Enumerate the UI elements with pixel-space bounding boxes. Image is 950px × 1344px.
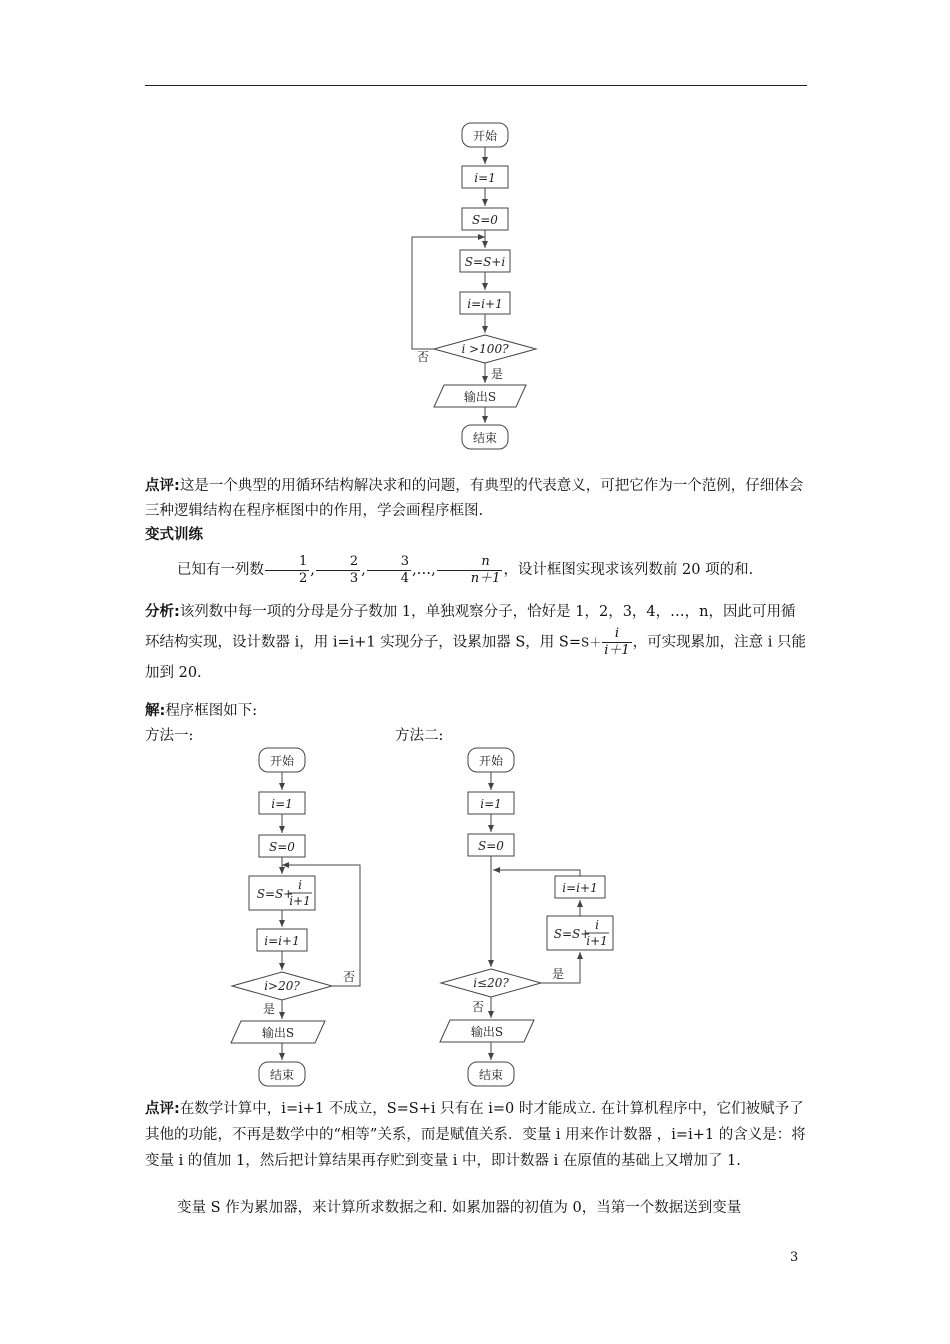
- fc-condition-text: i >100?: [461, 342, 509, 356]
- solution-paragraph: [145, 699, 807, 724]
- m2-no-label: 否: [472, 1000, 485, 1014]
- header-rule: [145, 85, 807, 86]
- m2-end-text: 结束: [478, 1068, 504, 1082]
- problem-prefix: 已知有一列数: [177, 562, 264, 578]
- problem-suffix: ，设计框图实现求该列数前 20 项的和.: [503, 562, 754, 578]
- comment1-paragraph: [145, 474, 807, 524]
- m2-acc-prefix: S=S+: [553, 927, 591, 941]
- m2-acc-num: i: [595, 918, 599, 932]
- m1-init-i-text: i=1: [271, 797, 293, 811]
- m2-condition-text: i≤20?: [473, 976, 509, 990]
- m1-yes-label: 是: [263, 1002, 276, 1016]
- last-paragraph: 变量 S 作为累加器，来计算所求数据之和. 如累加器的初值为 0，当第一个数据送到变量: [177, 1200, 742, 1216]
- method2-title: 方法二:: [395, 728, 444, 744]
- analysis-paragraph: [145, 598, 807, 687]
- m1-increment-text: i=i+1: [264, 934, 300, 948]
- m2-output-text: 输出S: [470, 1025, 504, 1039]
- m1-init-s-text: S=0: [269, 840, 295, 854]
- comment1-text: 这是一个典型的用循环结构解决求和的问题，有典型的代表意义，可把它作为一个范例，仔细体会三种逻辑结构在程序框图中的作用，学会画程序框图.: [145, 478, 804, 519]
- analysis-text1: 该列数中每一项的分母是分子数加 1，单独观察分子，恰好是 1，2，3，4，…，n，因此可用循环结构实现，设计数器 i，用 i=i+1 实现分子，设累加器 S，用 S=: [145, 604, 796, 651]
- comment2-paragraph: [145, 1096, 807, 1174]
- flowchart-method2: [435, 745, 620, 1090]
- variant-title: 变式训练: [145, 527, 203, 543]
- analysis-formula-prefix: S＋: [581, 635, 602, 650]
- problem-paragraph: 已知有一列数 $\frac{1}{2}$ , $\frac{2}{3}$ , $\frac{3}{4}$ ,…, $\frac{n}{n+1}$ ，设计框图实现求该列数前 20 项的和.: [177, 553, 754, 586]
- analysis-formula-fraction: $\frac{i}{i+1}$: [604, 626, 630, 658]
- m2-yes-label: 是: [552, 967, 565, 981]
- flowchart-method1: [225, 745, 375, 1090]
- m2-init-i-text: i=1: [480, 797, 502, 811]
- m1-acc-num: i: [298, 878, 302, 892]
- fraction-last: $\frac{n}{n+1}$: [437, 554, 503, 587]
- fc-end-text: 结束: [472, 431, 498, 445]
- fc-increment-text: i=i+1: [467, 297, 503, 311]
- solution-label: 解:: [145, 703, 166, 719]
- fc-start-text: 开始: [472, 129, 498, 143]
- solution-text: 程序框图如下:: [165, 703, 258, 719]
- m1-acc-den: i+1: [289, 894, 311, 908]
- m1-no-label: 否: [343, 970, 356, 984]
- fraction-2: $\frac{2}{3}$: [316, 554, 360, 587]
- flowchart-top: [400, 115, 560, 455]
- comment2-text: 在数学计算中，i=i+1 不成立，S=S+i 只有在 i=0 时才能成立. 在计算机程序中，它们被赋予了其他的功能，不再是数学中的“相等”关系，而是赋值关系．变量 i 用来作计数器 ，i=i+1 的含义是：将变量 i 的值加 1，然后把计算结果再存贮到变量 i 中，即计数器 i 在原值的基础上又增加了 1.: [145, 1101, 806, 1169]
- fc-no-label: 否: [417, 350, 430, 364]
- fc-accumulate-text: S=S+i: [464, 255, 506, 269]
- fc-init-s-text: S=0: [472, 213, 498, 227]
- problem-ellipsis: ,…,: [412, 562, 436, 578]
- fc-init-i-text: i=1: [474, 171, 496, 185]
- fraction-3: $\frac{3}{4}$: [367, 554, 411, 587]
- m1-acc-prefix: S=S+: [256, 887, 294, 901]
- m2-increment-text: i=i+1: [562, 881, 598, 895]
- analysis-label: 分析:: [145, 604, 180, 620]
- m1-condition-text: i>20?: [264, 979, 300, 993]
- fc-output-text: 输出S: [463, 390, 497, 404]
- m1-output-text: 输出S: [261, 1026, 295, 1040]
- page-number: 3: [790, 1250, 799, 1265]
- m1-end-text: 结束: [269, 1068, 295, 1082]
- fc-yes-label: 是: [491, 367, 504, 381]
- m2-init-s-text: S=0: [478, 839, 504, 853]
- method1-title: 方法一:: [145, 728, 194, 744]
- m2-acc-den: i+1: [586, 934, 608, 948]
- analysis-text2: ，可实现累加，注意 i 只能加到 20.: [145, 634, 807, 681]
- m1-start-text: 开始: [269, 754, 295, 768]
- comment2-label: 点评:: [145, 1101, 180, 1117]
- comment1-label: 点评:: [145, 478, 180, 494]
- fraction-1: $\frac{1}{2}$: [265, 554, 309, 587]
- m2-start-text: 开始: [478, 754, 504, 768]
